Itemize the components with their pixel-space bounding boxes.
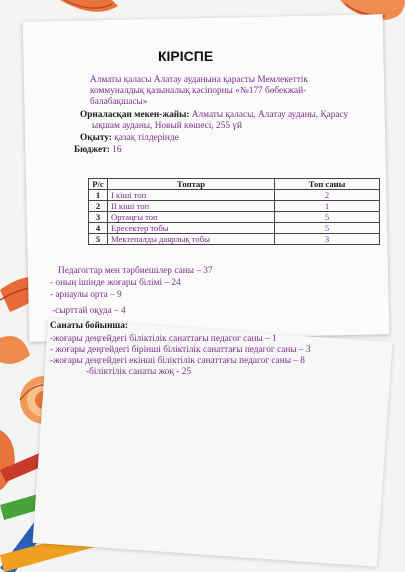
table-row [89, 201, 380, 212]
row-number: 3 [89, 212, 108, 223]
group-name: Ересектер тобы [108, 223, 275, 234]
pencil-shaving-top-left [60, 0, 118, 12]
row-number: 5 [89, 234, 108, 245]
header-group-count: Топ саны [275, 179, 380, 190]
budget-row [74, 145, 121, 156]
address-label: Орналасқан мекен-жайы: [80, 110, 190, 120]
language-row [80, 133, 179, 144]
group-name: І кіші топ [108, 190, 275, 201]
page-title: КІРІСПЕ [158, 48, 214, 64]
group-name: Ортаңғы топ [108, 212, 275, 223]
groups-table [88, 178, 380, 245]
staff-vocational: - арнаулы орта – 9 [50, 290, 122, 300]
language-label: Оқыту: [80, 133, 112, 143]
group-count: 5 [275, 212, 380, 223]
table-row [89, 234, 380, 245]
address-row [80, 110, 348, 121]
category-highest: -жоғары деңгейдегі біліктілік санаттағы педагог саны – 1 [50, 334, 277, 344]
row-number: 1 [89, 190, 108, 201]
intro-line-1: Алматы қаласы Алатау ауданына қарасты Мемлекеттік [90, 75, 308, 85]
table-row [89, 212, 380, 223]
header-number: Р/с [89, 179, 108, 190]
budget-value: 16 [112, 145, 122, 155]
staff-studying: -сырттай оқуда – 4 [52, 306, 126, 316]
table-row [89, 190, 380, 201]
group-name: Мектепалды даярлық тобы [108, 234, 275, 245]
table-row [89, 223, 380, 234]
language-value: қазақ тілдерінде [114, 133, 179, 143]
group-count: 2 [275, 190, 380, 201]
row-number: 4 [89, 223, 108, 234]
staff-total: Педагогтар мен тәрбиешілер саны – 37 [58, 266, 213, 276]
header-groups: Топтар [108, 179, 275, 190]
categories-heading: Санаты бойынша: [50, 321, 129, 331]
group-count: 1 [275, 201, 380, 212]
group-count: 5 [275, 223, 380, 234]
intro-line-2: коммуналдық қазыналық кәсіпорны «№177 бөбекжай- [90, 86, 307, 96]
group-name: ІІ кіші топ [108, 201, 275, 212]
row-number: 2 [89, 201, 108, 212]
address-value-line-2: ықшам ауданы, Новый көшесі, 255 үй [92, 121, 242, 131]
category-first: - жоғары деңгейдегі бірінші біліктілік санаттағы педагог саны – 3 [50, 345, 311, 355]
address-value-line-1: Алматы қаласы, Алатау ауданы, Қарасу [191, 110, 349, 120]
table-header-row [89, 179, 380, 190]
budget-label: Бюджет: [74, 145, 110, 155]
category-none: -біліктілік санаты жоқ - 25 [86, 367, 191, 377]
staff-higher-education: - оның ішінде жоғары білімі – 24 [50, 278, 181, 288]
category-second: -жоғары деңгейдегі екінші біліктілік санаттағы педагог саны – 8 [50, 356, 305, 366]
group-count: 3 [275, 234, 380, 245]
intro-line-3: балабақшасы» [90, 97, 148, 107]
